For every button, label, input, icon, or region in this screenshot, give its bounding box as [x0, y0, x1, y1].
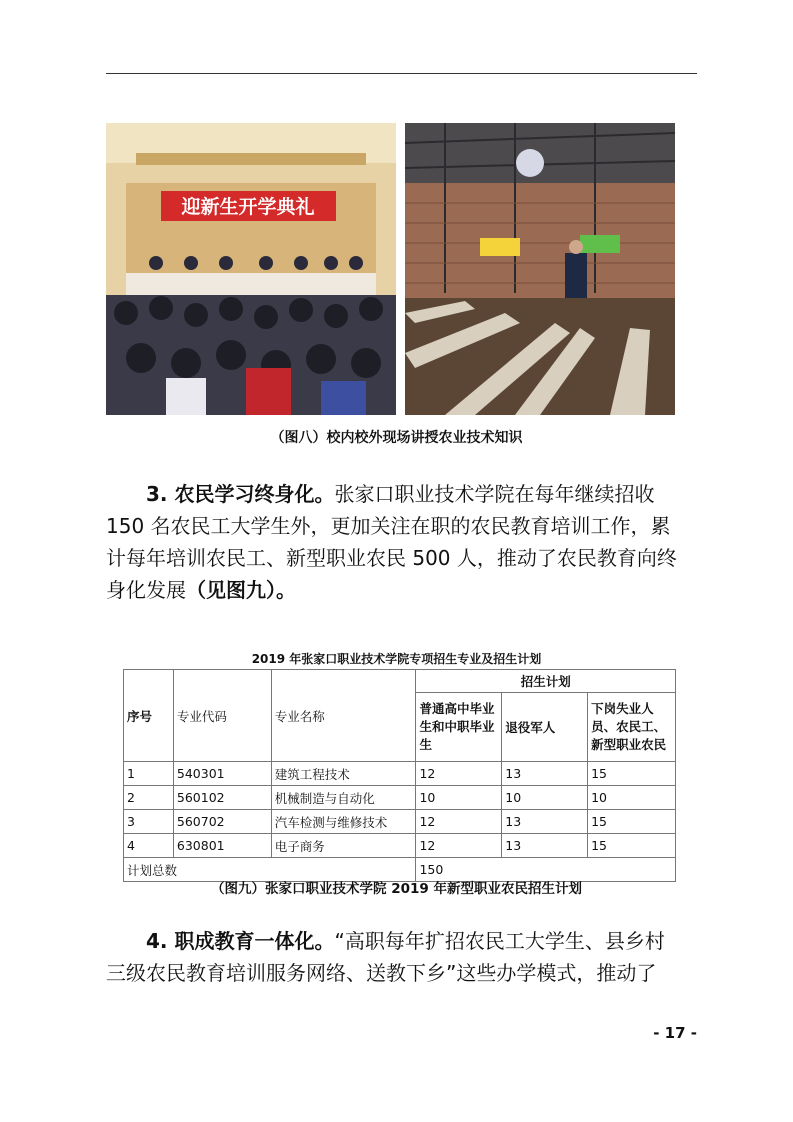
header-name: 专业名称 [271, 670, 416, 762]
cell-c: 15 [588, 810, 676, 834]
header-sub2: 退役军人 [502, 693, 588, 762]
cell-name: 机械制造与自动化 [271, 786, 416, 810]
cell-no: 4 [124, 834, 174, 858]
total-value: 150 [416, 858, 676, 882]
cell-b: 13 [502, 834, 588, 858]
header-plan: 招生计划 [416, 670, 676, 693]
section4-text-2: 三级农民教育培训服务网络、送教下乡”这些办学模式，推动了 [106, 961, 657, 985]
section4-text-1: “高职每年扩招农民工大学生、县乡村 [334, 929, 665, 953]
banner-text: 迎新生开学典礼 [181, 196, 315, 218]
cell-b: 10 [502, 786, 588, 810]
header-no: 序号 [124, 670, 174, 762]
cell-code: 560102 [173, 786, 271, 810]
cell-a: 12 [416, 834, 502, 858]
cell-no: 2 [124, 786, 174, 810]
figure9-caption: （图九）张家口职业技术学院 2019 年新型职业农民招生计划 [211, 881, 582, 897]
table-header-row [124, 670, 676, 693]
photo-opening-ceremony [106, 123, 396, 415]
section3-text-3: 计每年培训农民工、新型职业农民 500 人，推动了农民教育向终 [106, 546, 677, 570]
table-title: 2019 年张家口职业技术学院专项招生专业及招生计划 [251, 652, 542, 666]
cell-name: 建筑工程技术 [271, 762, 416, 786]
header-rule [106, 73, 697, 74]
section3-figure-ref: （见图九）。 [186, 578, 296, 602]
table-row [124, 762, 676, 786]
cell-c: 10 [588, 786, 676, 810]
cell-a: 12 [416, 762, 502, 786]
table-row [124, 786, 676, 810]
cell-code: 560702 [173, 810, 271, 834]
enrollment-plan-table [123, 669, 676, 882]
header-sub1: 普通高中毕业生和中职毕业生 [416, 693, 502, 762]
table-row [124, 834, 676, 858]
photo-field-lecture [405, 123, 675, 415]
total-label: 计划总数 [124, 858, 416, 882]
cell-name: 电子商务 [271, 834, 416, 858]
section3-heading: 3. 农民学习终身化。 [146, 482, 335, 506]
cell-a: 10 [416, 786, 502, 810]
cell-c: 15 [588, 834, 676, 858]
cell-code: 630801 [173, 834, 271, 858]
cell-a: 12 [416, 810, 502, 834]
cell-no: 1 [124, 762, 174, 786]
cell-no: 3 [124, 810, 174, 834]
section4-heading: 4. 职成教育一体化。 [146, 929, 335, 953]
section4-paragraph [106, 925, 697, 989]
header-sub3: 下岗失业人员、农民工、新型职业农民 [588, 693, 676, 762]
section3-text-2: 150 名农民工大学生外，更加关注在职的农民教育培训工作，累 [106, 514, 671, 538]
cell-name: 汽车检测与维修技术 [271, 810, 416, 834]
page-number: - 17 - [653, 1024, 697, 1042]
header-code: 专业代码 [173, 670, 271, 762]
cell-b: 13 [502, 810, 588, 834]
cell-code: 540301 [173, 762, 271, 786]
section3-text-1: 张家口职业技术学院在每年继续招收 [334, 482, 655, 506]
cell-c: 15 [588, 762, 676, 786]
section3-text-4: 身化发展 [106, 578, 186, 602]
section3-paragraph [106, 478, 697, 606]
figure8-caption: （图八）校内校外现场讲授农业技术知识 [270, 430, 523, 446]
table-row [124, 810, 676, 834]
cell-b: 13 [502, 762, 588, 786]
